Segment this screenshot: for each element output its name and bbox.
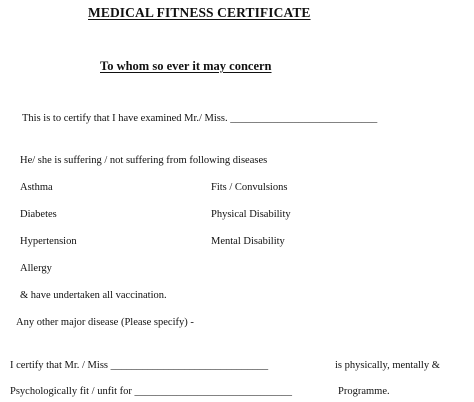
fitness-line-1-start: I certify that Mr. / Miss ______________________________	[10, 360, 269, 371]
disease-allergy: Allergy	[20, 263, 52, 274]
disease-physical-disability: Physical Disability	[211, 209, 291, 220]
disease-hypertension: Hypertension	[20, 236, 77, 247]
certificate-title: MEDICAL FITNESS CERTIFICATE	[88, 5, 311, 20]
salutation-heading: To whom so ever it may concern	[100, 59, 272, 73]
disease-mental-disability: Mental Disability	[211, 236, 285, 247]
fitness-line-1-end: is physically, mentally &	[335, 360, 440, 371]
disease-intro-line: He/ she is suffering / not suffering from following diseases	[20, 155, 268, 166]
certify-examined-line: This is to certify that I have examined Mr./ Miss. ____________________________	[22, 113, 378, 124]
fitness-line-2-start: Psychologically fit / unfit for ______________________________	[10, 386, 293, 397]
other-disease-line: Any other major disease (Please specify) -	[16, 317, 194, 328]
disease-diabetes: Diabetes	[20, 209, 57, 220]
fitness-line-2-end: Programme.	[338, 386, 390, 397]
disease-asthma: Asthma	[20, 182, 53, 193]
vaccination-line: & have undertaken all vaccination.	[20, 290, 167, 301]
disease-fits-convulsions: Fits / Convulsions	[211, 182, 288, 193]
